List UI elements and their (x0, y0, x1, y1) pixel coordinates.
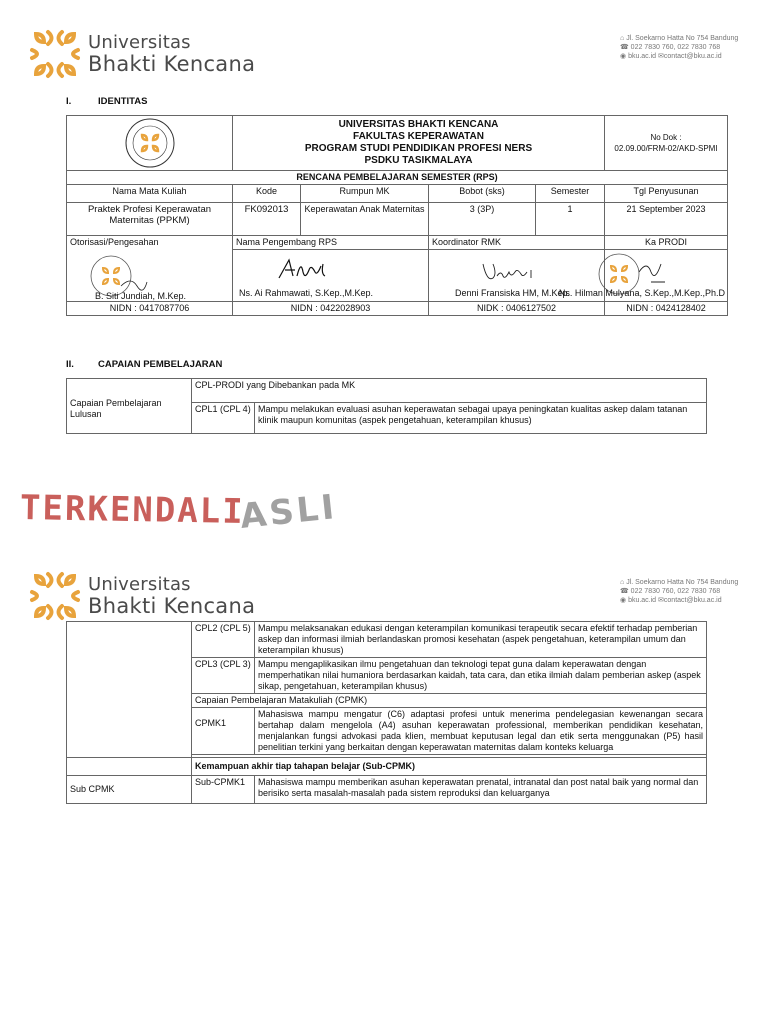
logo-line1: Universitas (88, 31, 191, 53)
value-credits: 3 (3P) (429, 203, 536, 236)
learning-outcomes-table (66, 378, 707, 434)
logo-line1: Universitas (88, 573, 191, 595)
cpmk1-text: Mahasiswa mampu mengatur (C6) adaptasi profesi untuk menerima pendelegasian kewenangan secara bertahap dalam mengelola (A4) asuhan keperawatan professional, memberikan pendidikan kesehatan, menjalankan fungsi advokasi pada klien, membuat keputusan legal dan etik serta menggunakan (P5) hasil penelitian terkini yang berkaitan dengan keperawatan maternitas dalam konteks keluarga (255, 708, 707, 755)
signature-icon (275, 256, 335, 284)
doc-number-cell (605, 116, 728, 171)
asli-stamp: ASLI (238, 487, 339, 537)
phone: 022 7830 760, 022 7830 768 (630, 588, 721, 595)
identity-table (66, 115, 728, 316)
phone: 022 7830 760, 022 7830 768 (630, 44, 721, 51)
developer-signature-cell (233, 250, 429, 302)
subcpmk-header: Kemampuan akhir tiap tahapan belajar (Sub-CPMK) (192, 758, 707, 776)
value-code: FK092013 (233, 203, 301, 236)
signer-head: Ns. Hilman Mulyana, S.Kep.,M.Kep.,Ph.D (558, 288, 725, 298)
header-course-name: Nama Mata Kuliah (67, 185, 233, 203)
value-cluster: Keperawatan Anak Maternitas (301, 203, 429, 236)
institution-cell (233, 116, 605, 171)
rps-title: RENCANA PEMBELAJARAN SEMESTER (RPS) (67, 171, 728, 185)
cpl3-code: CPL3 (CPL 3) (192, 658, 255, 694)
cpmk1-code: CPMK1 (192, 708, 255, 755)
id-2: NIDN : 0422028903 (233, 302, 429, 316)
address: Jl. Soekarno Hatta No 754 Bandung (626, 35, 739, 42)
cpl-header: CPL-PRODI yang Dibebankan pada MK (192, 379, 707, 403)
university-emblem-icon (28, 570, 82, 622)
signature-icon (479, 258, 549, 286)
terkendali-stamp: TERKENDALI (19, 488, 246, 532)
cpl-row-label: Capaian Pembelajaran Lulusan (67, 379, 192, 434)
email: contact@bku.ac.id (663, 53, 722, 60)
logo-line2: Bhakti Kencana (88, 593, 256, 618)
subcpmk1-text: Mahasiswa mampu memberikan asuhan keperawatan prenatal, intranatal dan post natal baik yang normal dan berisiko serta masalah-masalah pada sistem reproduksi dan keluarganya (255, 776, 707, 804)
cpl2-code: CPL2 (CPL 5) (192, 622, 255, 658)
role-coordinator: Koordinator RMK (429, 236, 605, 250)
website: bku.ac.id (628, 597, 657, 604)
cpl1-code: CPL1 (CPL 4) (192, 403, 255, 434)
university-name: UNIVERSITAS BHAKTI KENCANA (338, 119, 499, 130)
header-date: Tgl Penyusunan (605, 185, 728, 203)
value-date: 21 September 2023 (605, 203, 728, 236)
value-course-name: Praktek Profesi Keperawatan Maternitas (PPKM) (67, 203, 233, 236)
authorization-label: Otorisasi/Pengesahan (70, 237, 159, 247)
address: Jl. Soekarno Hatta No 754 Bandung (626, 579, 739, 586)
program-name: PROGRAM STUDI PENDIDIKAN PROFESI NERS (304, 143, 533, 154)
university-logo (28, 28, 255, 80)
contact-info-page2: ⌂ Jl. Soekarno Hatta No 754 Bandung ☎ 022 7830 760, 022 7830 768 ◉ bku.ac.id ✉contact@bku.ac.id (620, 579, 739, 604)
header-code: Kode (233, 185, 301, 203)
value-semester: 1 (536, 203, 605, 236)
university-seal-icon (120, 117, 180, 169)
header-cluster: Rumpun MK (301, 185, 429, 203)
authorization-cell (67, 236, 233, 302)
subcpmk-label-empty (67, 758, 192, 776)
contact-info: ⌂ Jl. Soekarno Hatta No 754 Bandung ☎ 022 7830 760, 022 7830 768 ◉ bku.ac.id ✉contact@bku.ac.id (620, 35, 739, 60)
continued-label-cell (67, 622, 192, 758)
header-semester: Semester (536, 185, 605, 203)
section-number: I. (66, 96, 72, 107)
university-logo-page2 (28, 570, 255, 622)
doc-number: 02.09.00/FRM-02/AKD-SPMI (614, 144, 718, 153)
signer-kaprodi-faculty: B. Siti Jundiah, M.Kep. (95, 291, 187, 301)
university-emblem-icon (28, 28, 82, 80)
logo-line2: Bhakti Kencana (88, 51, 256, 76)
section-title: CAPAIAN PEMBELAJARAN (98, 359, 223, 370)
head-signature-cell (558, 250, 728, 302)
subcpmk1-code: Sub-CPMK1 (192, 776, 255, 804)
section-number: II. (66, 359, 74, 370)
learning-outcomes-table-continued (66, 621, 707, 804)
signer-developer: Ns. Ai Rahmawati, S.Kep.,M.Kep. (239, 288, 374, 298)
role-developer: Nama Pengembang RPS (233, 236, 429, 250)
cpmk-header: Capaian Pembelajaran Matakuliah (CPMK) (192, 694, 707, 708)
section-capaian-heading (66, 359, 222, 370)
id-4: NIDN : 0424128402 (605, 302, 728, 316)
cpl1-text: Mampu melakukan evaluasi asuhan keperawatan sebagai upaya peningkatan kualitas askep dalam tatanan klinik maupun komunitas (aspek pengetahuan, keterampilan khusus) (255, 403, 707, 434)
faculty-name: FAKULTAS KEPERAWATAN (353, 131, 484, 142)
doc-label: No Dok : (650, 133, 682, 142)
role-head: Ka PRODI (605, 236, 728, 250)
id-1: NIDN : 0417087706 (67, 302, 233, 316)
header-credits: Bobot (sks) (429, 185, 536, 203)
campus-name: PSDKU TASIKMALAYA (364, 155, 473, 166)
website: bku.ac.id (628, 53, 657, 60)
section-title: IDENTITAS (98, 96, 148, 107)
section-identitas-heading (66, 96, 147, 107)
id-3: NIDK : 0406127502 (429, 302, 605, 316)
subcpmk-label: Sub CPMK (67, 776, 192, 804)
logo-cell (67, 116, 233, 171)
signer-coordinator: Denni Fransiska HM, M.Kep. (455, 288, 571, 298)
cpl3-text: Mampu mengaplikasikan ilmu pengetahuan dan teknologi tepat guna dalam keperawatan dengan memperhatikan nilai humaniora berdasarkan kaidah, tata cara, dan etika ilmiah dalam pemberian askep (aspek sikap, pengetahuan, keterampilan khusus) (255, 658, 707, 694)
email: contact@bku.ac.id (663, 597, 722, 604)
cpl2-text: Mampu melaksanakan edukasi dengan keterampilan komunikasi terapeutik secara efektif terhadap pemberian askep dan informasi ilmiah berlandaskan promosi kesehatan (aspek pengetahuan, keterampilan umum dan keterampilan khusus) (255, 622, 707, 658)
